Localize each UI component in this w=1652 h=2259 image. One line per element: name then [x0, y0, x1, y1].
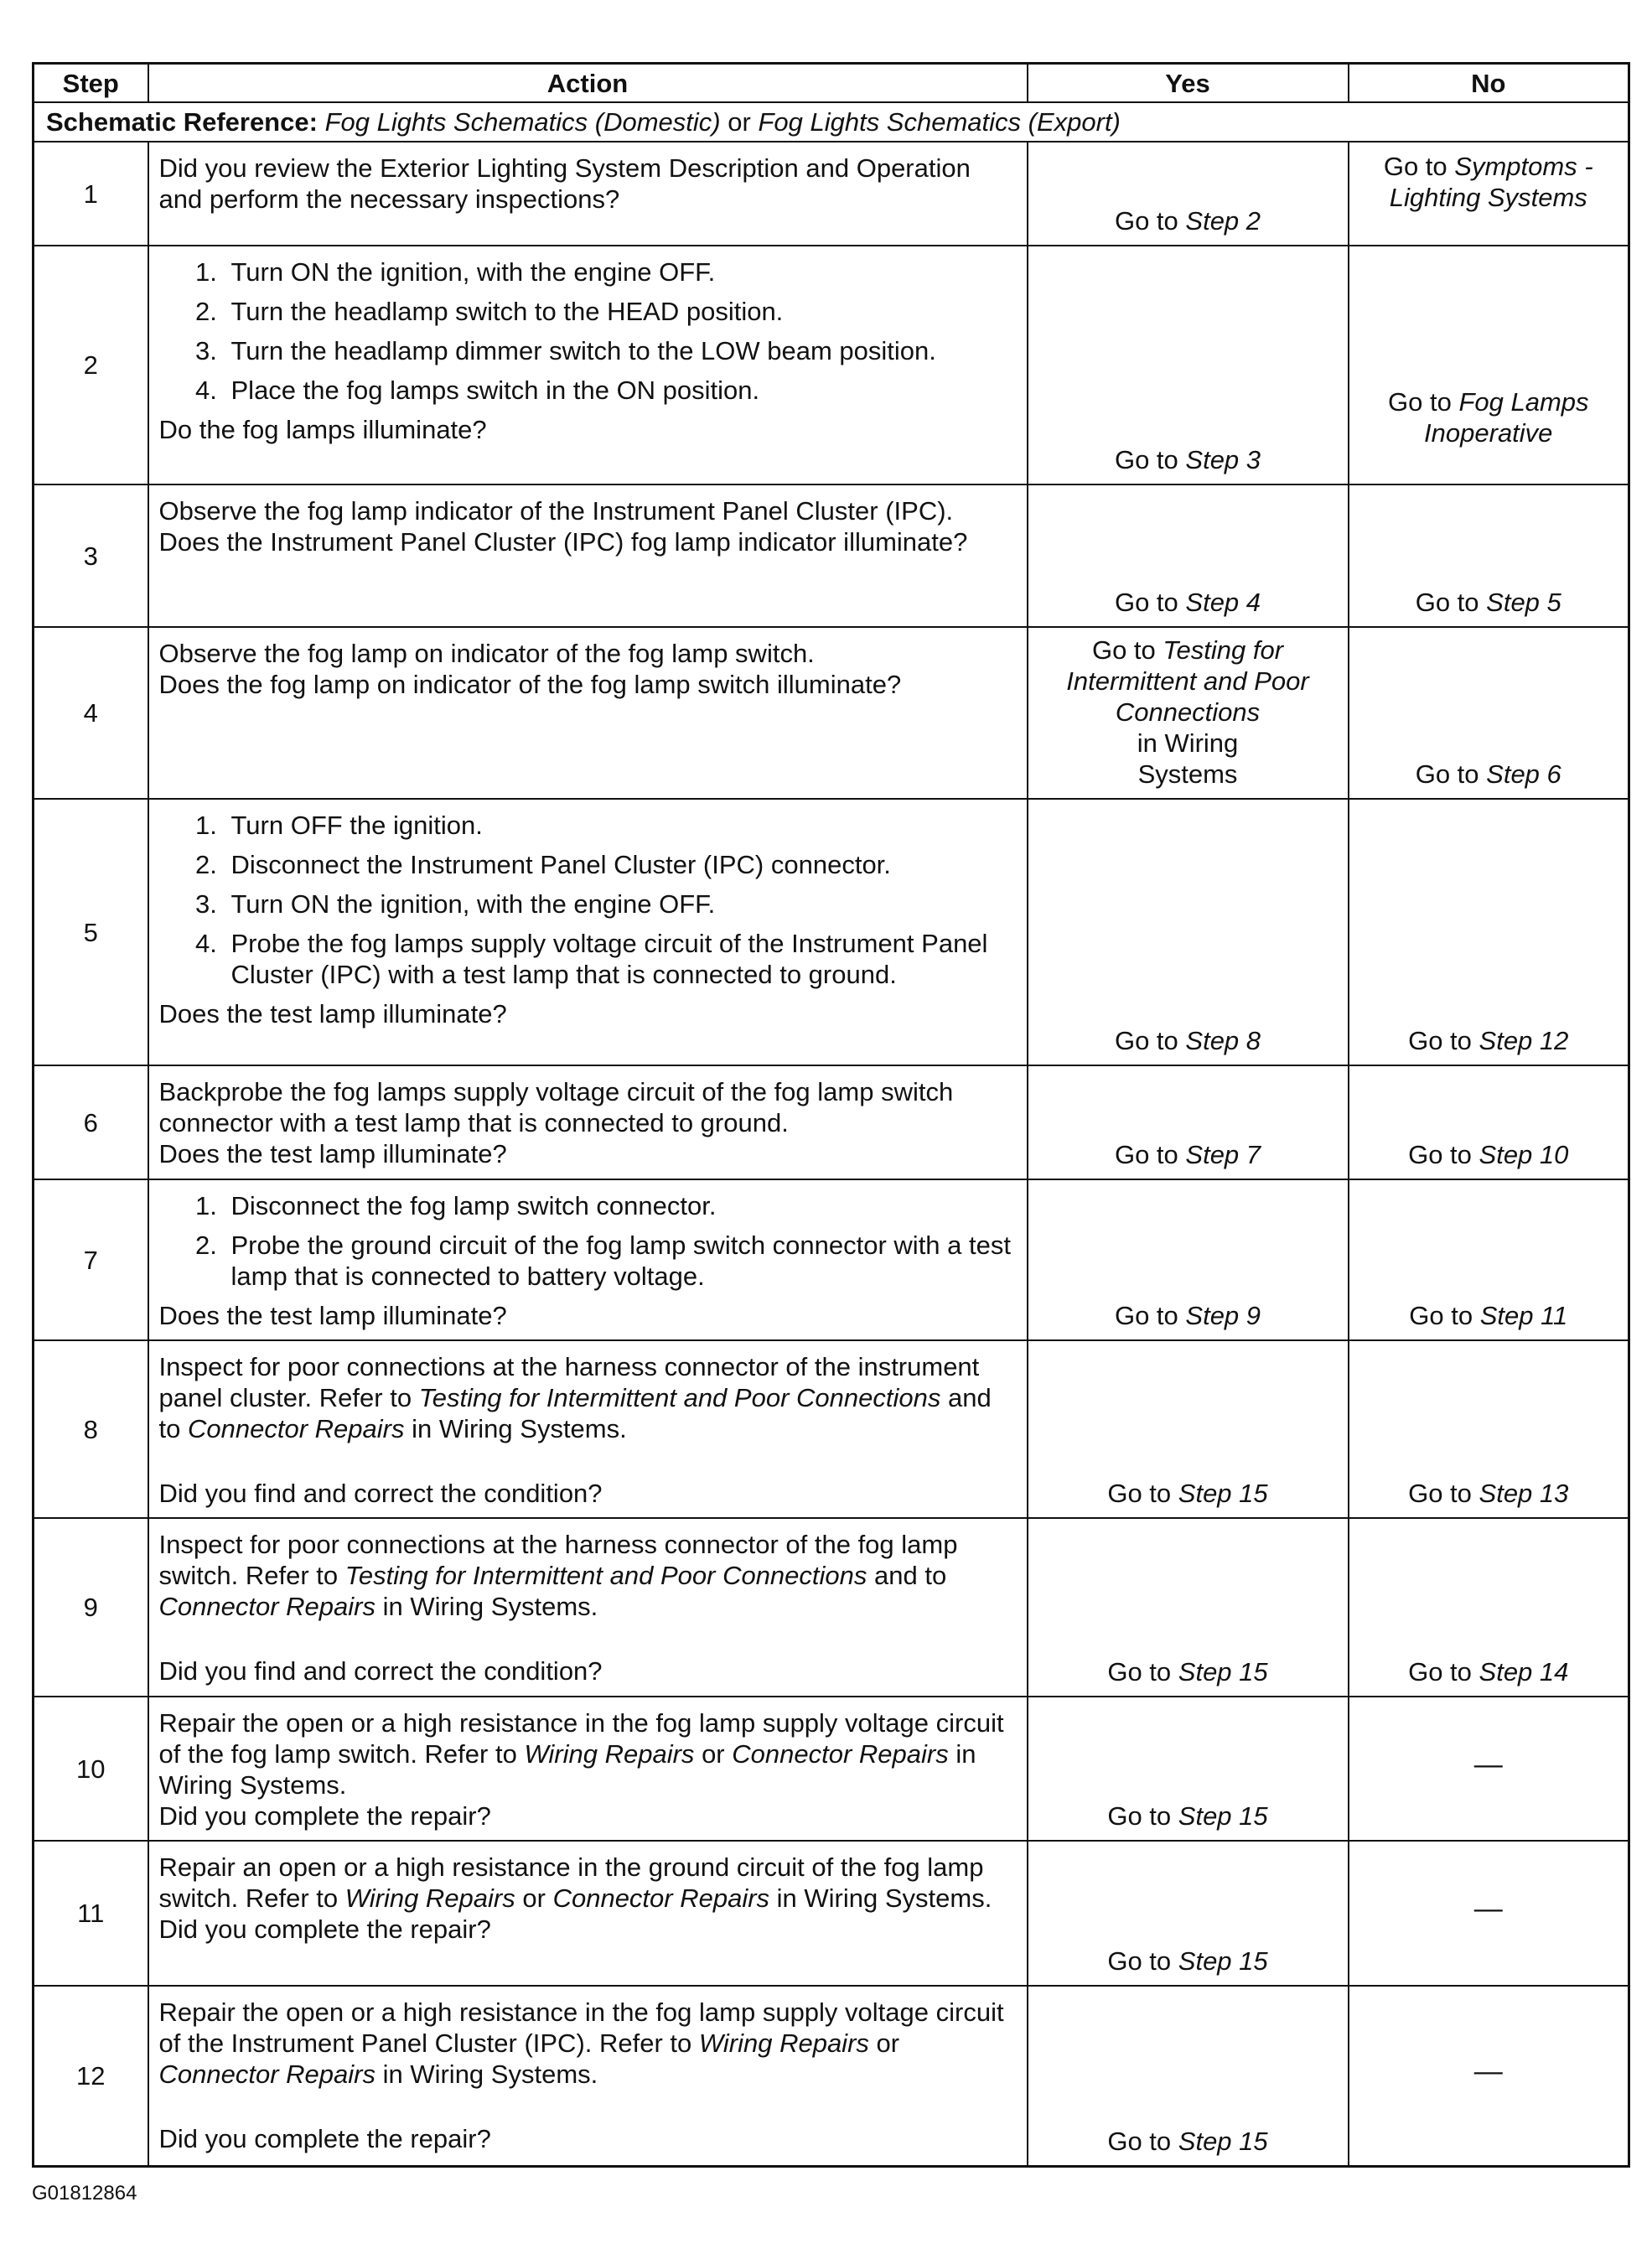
question-text: Does the test lamp illuminate?	[158, 1301, 507, 1330]
no-cell	[1349, 1065, 1629, 1179]
action-text-part: Inspect for poor connections at the harness connector of the instrument panel cluster. Refer to	[158, 1352, 980, 1412]
goto-step-link: Step 13	[1479, 1479, 1569, 1508]
goto-text: Go to	[1091, 635, 1156, 665]
header-row	[34, 64, 1629, 103]
action-text	[159, 1852, 1017, 1914]
action-cell	[148, 1697, 1028, 1841]
action-text-part: in Wiring Systems.	[412, 1414, 627, 1443]
goto-text: Go to	[1415, 588, 1479, 617]
procedure-item: 1. Turn ON the ignition, with the engine OFF.	[225, 256, 1017, 288]
yes-cell	[1028, 142, 1349, 246]
goto-text: Go to	[1387, 387, 1452, 417]
table-row	[34, 246, 1629, 484]
step-number: 10	[34, 1697, 148, 1841]
action-text: Observe the fog lamp indicator of the Instrument Panel Cluster (IPC).	[158, 496, 954, 526]
schematic-reference-row	[34, 102, 1629, 142]
reference-link: Connector Repairs	[732, 1739, 949, 1769]
goto-step-link: Step 11	[1479, 1301, 1568, 1330]
goto-step-link: Step 14	[1479, 1657, 1569, 1686]
schematic-or: or	[728, 107, 751, 137]
yes-cell	[1028, 1340, 1349, 1518]
goto-step-link: Step 15	[1178, 2126, 1268, 2156]
goto-step-link: Step 9	[1185, 1301, 1261, 1330]
action-text	[159, 1529, 1017, 1622]
action-text-part: or	[522, 1883, 546, 1913]
question-text: Do the fog lamps illuminate?	[158, 415, 487, 444]
yes-cell	[1028, 246, 1349, 484]
schematic-ref-domestic: Fog Lights Schematics (Domestic)	[324, 107, 721, 137]
goto-step-link: Step 4	[1185, 588, 1261, 617]
header-yes: Yes	[1028, 64, 1349, 103]
procedure-item: 3. Turn ON the ignition, with the engine OFF.	[225, 889, 1017, 920]
action-text-part: in Wiring Systems.	[776, 1883, 992, 1913]
goto-tail: Systems	[1137, 759, 1238, 789]
table-row	[34, 1986, 1629, 2166]
reference-link: Wiring Repairs	[698, 2028, 869, 2058]
yes-cell	[1028, 799, 1349, 1065]
action-text	[159, 1351, 1017, 1444]
action-cell	[148, 484, 1028, 627]
reference-link: Connector Repairs	[158, 1592, 375, 1621]
table-row	[34, 1518, 1629, 1697]
table-row	[34, 142, 1629, 246]
no-cell	[1349, 142, 1629, 246]
step-number: 6	[34, 1065, 148, 1179]
goto-step-link: Step 2	[1185, 206, 1261, 236]
reference-link: Connector Repairs	[158, 2060, 375, 2089]
goto-step-link: Step 5	[1486, 588, 1561, 617]
goto-text: Go to	[1383, 152, 1447, 181]
goto-text: Go to	[1107, 1657, 1172, 1686]
not-applicable-dash: —	[1473, 1893, 1503, 1925]
goto-reference-link: Testing for Intermittent and Poor Connections	[1066, 635, 1309, 727]
goto-step-link: Step 10	[1479, 1140, 1569, 1169]
reference-link: Connector Repairs	[187, 1414, 405, 1443]
goto-step-link: Step 15	[1178, 1657, 1268, 1686]
reference-link: Wiring Repairs	[344, 1883, 515, 1913]
procedure-list	[159, 256, 1017, 406]
question-text: Did you find and correct the condition?	[158, 1656, 603, 1686]
action-text: Backprobe the fog lamps supply voltage circuit of the fog lamp switch connector with a test lamp that is connected to ground.	[158, 1077, 954, 1137]
no-cell	[1349, 627, 1629, 799]
goto-text: Go to	[1107, 1801, 1172, 1831]
goto-text: Go to	[1114, 206, 1178, 236]
action-text-part: and to	[158, 1383, 992, 1443]
goto-text: Go to	[1408, 1140, 1472, 1169]
goto-text: Go to	[1415, 759, 1479, 789]
goto-text: Go to	[1408, 1657, 1472, 1686]
header-action: Action	[148, 64, 1028, 103]
yes-cell	[1028, 484, 1349, 627]
goto-text: Go to	[1114, 1301, 1178, 1330]
step-number: 9	[34, 1518, 148, 1697]
goto-step-link: Step 7	[1185, 1140, 1261, 1169]
goto-text: Go to	[1114, 1026, 1178, 1055]
action-text-part: in Wiring Systems.	[382, 2060, 598, 2089]
not-applicable-dash: —	[1473, 2054, 1503, 2087]
schematic-reference	[34, 102, 1629, 142]
procedure-item: 3. Turn the headlamp dimmer switch to the LOW beam position.	[225, 335, 1017, 366]
goto-text: Go to	[1107, 1946, 1172, 1976]
action-cell	[148, 246, 1028, 484]
no-cell	[1349, 484, 1629, 627]
no-cell	[1349, 1179, 1629, 1340]
yes-cell	[1028, 1841, 1349, 1986]
no-cell	[1349, 799, 1629, 1065]
step-number: 5	[34, 799, 148, 1065]
no-cell	[1349, 1986, 1629, 2166]
question-text: Does the test lamp illuminate?	[158, 1139, 507, 1168]
procedure-item: 2. Disconnect the Instrument Panel Cluster (IPC) connector.	[225, 849, 1017, 880]
reference-link: Connector Repairs	[552, 1883, 770, 1913]
step-number: 12	[34, 1986, 148, 2166]
goto-text: Go to	[1408, 1026, 1472, 1055]
goto-step-link: Step 3	[1185, 445, 1261, 474]
action-cell	[148, 1986, 1028, 2166]
action-cell	[148, 1340, 1028, 1518]
action-cell	[148, 1841, 1028, 1986]
goto-step-link: Step 12	[1479, 1026, 1569, 1055]
action-text-part: or	[702, 1739, 725, 1769]
step-number: 7	[34, 1179, 148, 1340]
procedure-item: 1. Disconnect the fog lamp switch connector.	[225, 1190, 1017, 1221]
procedure-item: 1. Turn OFF the ignition.	[225, 810, 1017, 841]
goto-tail: in Wiring	[1137, 728, 1239, 758]
goto-step-link: Step 8	[1185, 1026, 1261, 1055]
action-text	[159, 1707, 1017, 1800]
goto-text: Go to	[1408, 1479, 1472, 1508]
action-text-part: or	[876, 2028, 900, 2058]
header-step: Step	[34, 64, 148, 103]
action-text-part: in Wiring Systems.	[382, 1592, 598, 1621]
schematic-ref-export: Fog Lights Schematics (Export)	[758, 107, 1121, 137]
action-text-part: Inspect for poor connections at the harness connector of the fog lamp switch. Refer to	[158, 1530, 958, 1590]
no-cell	[1349, 1697, 1629, 1841]
reference-link: Wiring Repairs	[524, 1739, 695, 1769]
header-no: No	[1349, 64, 1629, 103]
question-text: Does the test lamp illuminate?	[158, 999, 507, 1028]
no-cell	[1349, 246, 1629, 484]
table-row	[34, 1065, 1629, 1179]
question-text: Did you complete the repair?	[158, 1801, 491, 1831]
schematic-label: Schematic Reference:	[46, 107, 318, 137]
action-text	[159, 1997, 1017, 2090]
table-row	[34, 627, 1629, 799]
table-row	[34, 1340, 1629, 1518]
procedure-list	[159, 810, 1017, 990]
action-cell	[148, 627, 1028, 799]
procedure-item: 2. Turn the headlamp switch to the HEAD position.	[225, 296, 1017, 327]
question-text: Did you find and correct the condition?	[158, 1479, 603, 1508]
yes-cell	[1028, 1179, 1349, 1340]
action-text-part: Repair the open or a high resistance in the fog lamp supply voltage circuit of the Instrument Panel Cluster (IPC). Refer to	[158, 1997, 1004, 2058]
action-text: Did you review the Exterior Lighting System Description and Operation and perform the necessary inspections?	[158, 153, 971, 214]
action-cell	[148, 799, 1028, 1065]
step-number: 3	[34, 484, 148, 627]
goto-step-link: Step 15	[1178, 1479, 1268, 1508]
goto-text: Go to	[1114, 1140, 1178, 1169]
action-text-part: Repair an open or a high resistance in the ground circuit of the fog lamp switch. Refer to	[158, 1852, 984, 1913]
question-text: Did you complete the repair?	[158, 1914, 491, 1944]
procedure-list	[159, 1190, 1017, 1292]
step-number: 11	[34, 1841, 148, 1986]
step-number: 8	[34, 1340, 148, 1518]
action-cell	[148, 1518, 1028, 1697]
not-applicable-dash: —	[1473, 1748, 1503, 1780]
yes-cell	[1028, 1518, 1349, 1697]
step-number: 1	[34, 142, 148, 246]
step-number: 2	[34, 246, 148, 484]
diagnostic-table-document	[32, 62, 1628, 2168]
question-text: Did you complete the repair?	[158, 2124, 491, 2153]
yes-cell	[1028, 1697, 1349, 1841]
action-cell	[148, 1065, 1028, 1179]
step-number: 4	[34, 627, 148, 799]
yes-cell	[1028, 1065, 1349, 1179]
goto-text: Go to	[1107, 2126, 1172, 2156]
goto-step-link: Step 6	[1486, 759, 1561, 789]
table-row	[34, 484, 1629, 627]
figure-code: G01812864	[32, 2182, 137, 2205]
action-cell	[148, 1179, 1028, 1340]
question-text: Does the Instrument Panel Cluster (IPC) fog lamp indicator illuminate?	[158, 527, 968, 557]
procedure-item: 4. Place the fog lamps switch in the ON position.	[225, 375, 1017, 406]
reference-link: Testing for Intermittent and Poor Connections	[344, 1561, 867, 1590]
question-text: Does the fog lamp on indicator of the fog lamp switch illuminate?	[158, 670, 902, 699]
table-row	[34, 1841, 1629, 1986]
table-row	[34, 1697, 1629, 1841]
goto-text: Go to	[1114, 445, 1178, 474]
reference-link: Testing for Intermittent and Poor Connections	[418, 1383, 941, 1412]
table-row	[34, 1179, 1629, 1340]
yes-cell	[1028, 1986, 1349, 2166]
action-text-part: and to	[874, 1561, 947, 1590]
no-cell	[1349, 1518, 1629, 1697]
goto-text: Go to	[1409, 1301, 1473, 1330]
no-cell	[1349, 1841, 1629, 1986]
goto-reference-link: Fog Lamps Inoperative	[1424, 387, 1589, 448]
action-cell	[148, 142, 1028, 246]
action-text: Observe the fog lamp on indicator of the fog lamp switch.	[158, 639, 815, 668]
yes-cell	[1028, 627, 1349, 799]
goto-step-link: Step 15	[1178, 1801, 1268, 1831]
table-row	[34, 799, 1629, 1065]
goto-text: Go to	[1107, 1479, 1172, 1508]
diagnostic-table	[32, 62, 1630, 2168]
procedure-item: 4. Probe the fog lamps supply voltage circuit of the Instrument Panel Cluster (IPC) with a test lamp that is connected to ground.	[225, 928, 1017, 990]
action-text-part: Repair the open or a high resistance in the fog lamp supply voltage circuit of the fog lamp switch. Refer to	[158, 1708, 1004, 1769]
goto-reference-link: Symptoms - Lighting Systems	[1389, 152, 1593, 212]
procedure-item: 2. Probe the ground circuit of the fog lamp switch connector with a test lamp that is connected to battery voltage.	[225, 1230, 1017, 1292]
goto-step-link: Step 15	[1178, 1946, 1268, 1976]
action-text-part: in Wiring Systems.	[158, 1739, 976, 1800]
goto-text: Go to	[1114, 588, 1178, 617]
no-cell	[1349, 1340, 1629, 1518]
